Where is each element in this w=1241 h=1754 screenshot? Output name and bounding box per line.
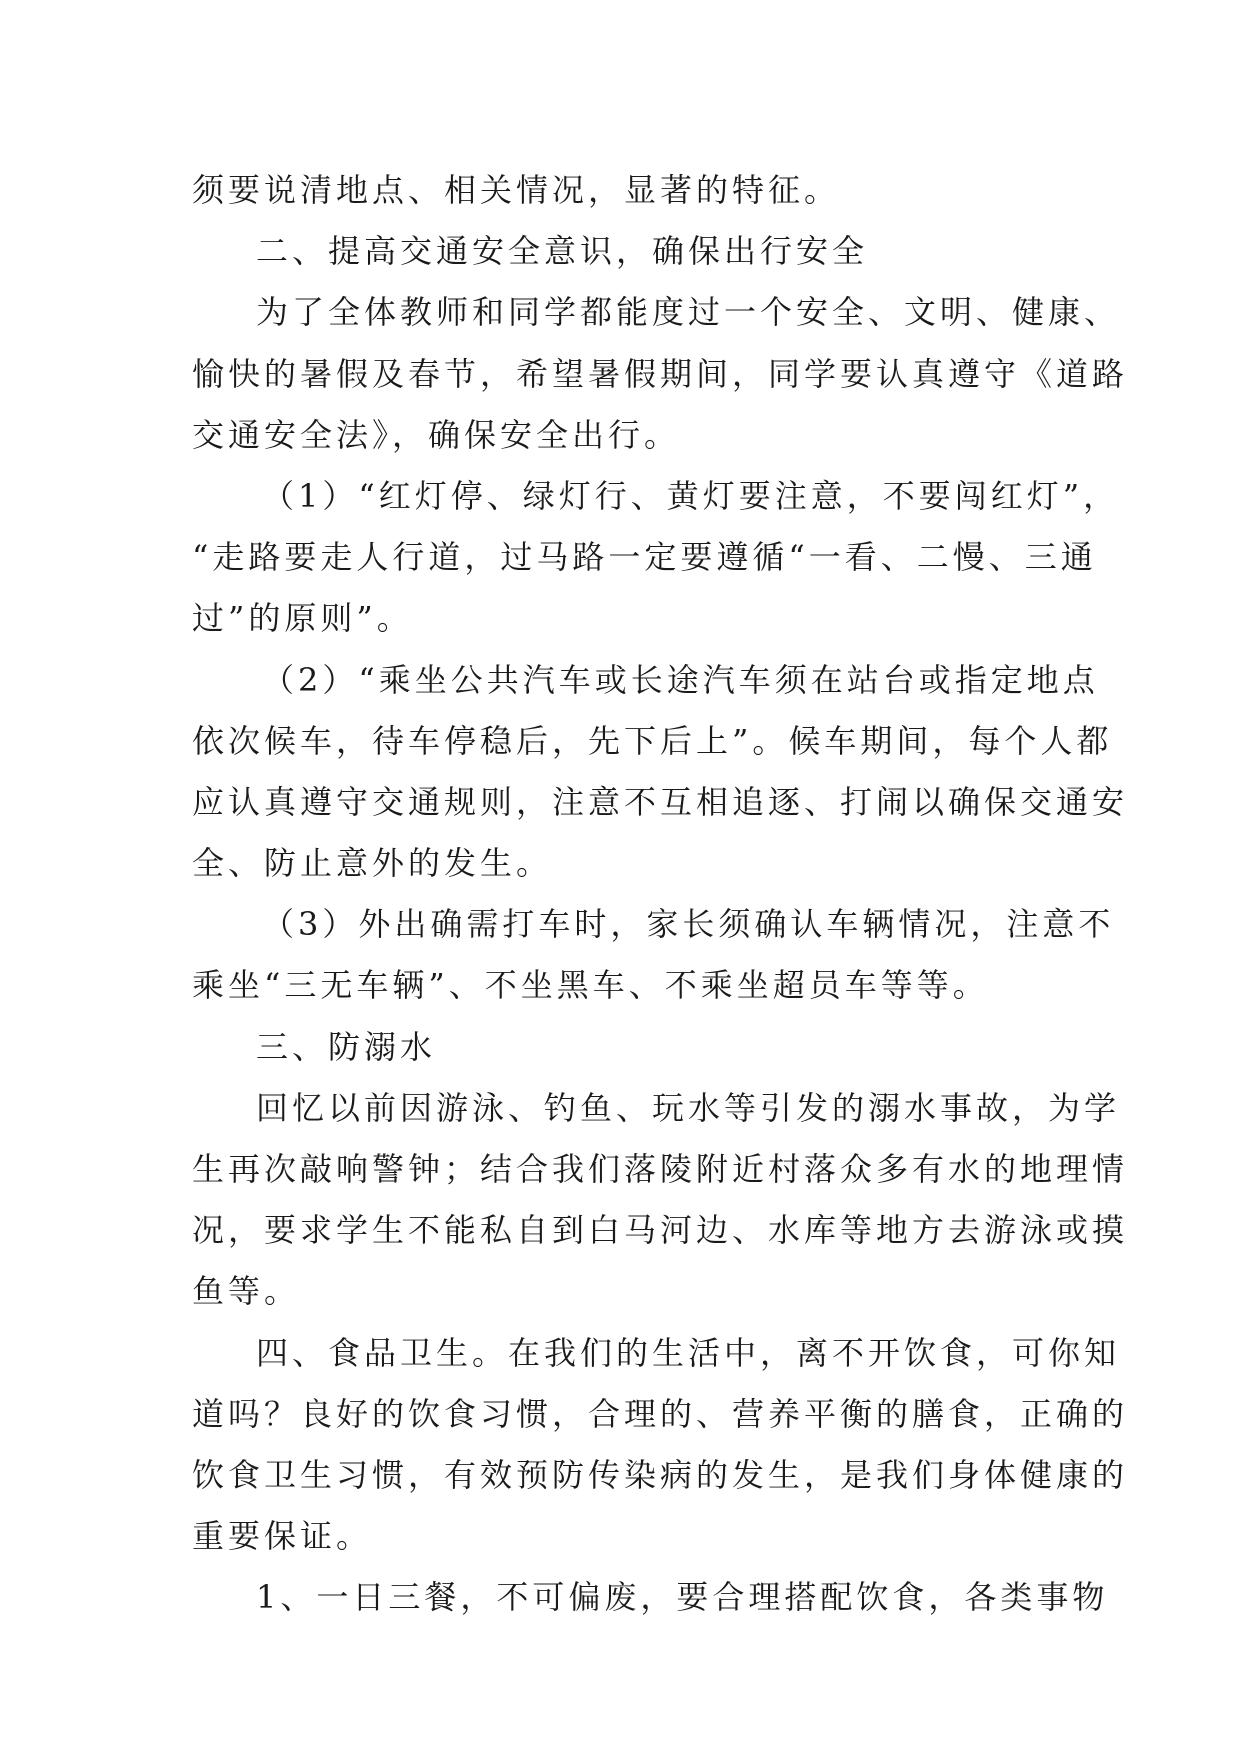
text-line: 应认真遵守交通规则，注意不互相追逐、打闹以确保交通安 [192,782,1129,821]
text-line: 道吗？良好的饮食习惯，合理的、营养平衡的膳食，正确的 [192,1394,1129,1433]
list-item-1: （1）“红灯停、绿灯行、黄灯要注意，不要闯红灯”， [262,476,1120,515]
text-line: 须要说清地点、相关情况，显著的特征。 [192,171,841,209]
text-line: 鱼等。 [192,1272,301,1311]
list-item-2: （2）“乘坐公共汽车或长途汽车须在站台或指定地点 [262,660,1099,699]
section-heading-food: 四、食品卫生。在我们的生活中，离不开饮食，可你知 [256,1333,1121,1372]
text-line: 况，要求学生不能私自到白马河边、水库等地方去游泳或摸 [192,1211,1129,1250]
text-line: 愉快的暑假及春节，希望暑假期间，同学要认真遵守《道路 [192,354,1129,393]
section-heading-traffic: 二、提高交通安全意识，确保出行安全 [256,232,869,271]
section-heading-drowning: 三、防溺水 [256,1027,437,1066]
text-line: 全、防止意外的发生。 [192,844,553,883]
document-body [192,160,1129,1629]
text-line: 为了全体教师和同学都能度过一个安全、文明、健康、 [256,293,1121,332]
list-item-3: （3）外出确需打车时，家长须确认车辆情况，注意不 [262,905,1115,944]
list-item-meals: 1、一日三餐，不可偏废，要合理搭配饮食，各类事物 [256,1578,1109,1617]
text-line: 饮食卫生习惯，有效预防传染病的发生，是我们身体健康的 [192,1455,1129,1494]
text-line: 过”的原则”。 [192,599,413,638]
text-line: 乘坐“三无车辆”、不坐黑车、不乘坐超员车等等。 [192,966,989,1005]
text-line: 交通安全法》，确保安全出行。 [192,415,681,454]
text-line: “走路要走人行道，过马路一定要遵循“一看、二慢、三通 [192,538,1097,577]
text-line: 重要保证。 [192,1517,373,1556]
text-line: 回忆以前因游泳、钓鱼、玩水等引发的溺水事故，为学 [256,1088,1121,1127]
text-line: 依次候车，待车停稳后，先下后上”。候车期间，每个人都 [192,721,1113,760]
text-line: 生再次敲响警钟；结合我们落陵附近村落众多有水的地理情 [192,1150,1129,1188]
